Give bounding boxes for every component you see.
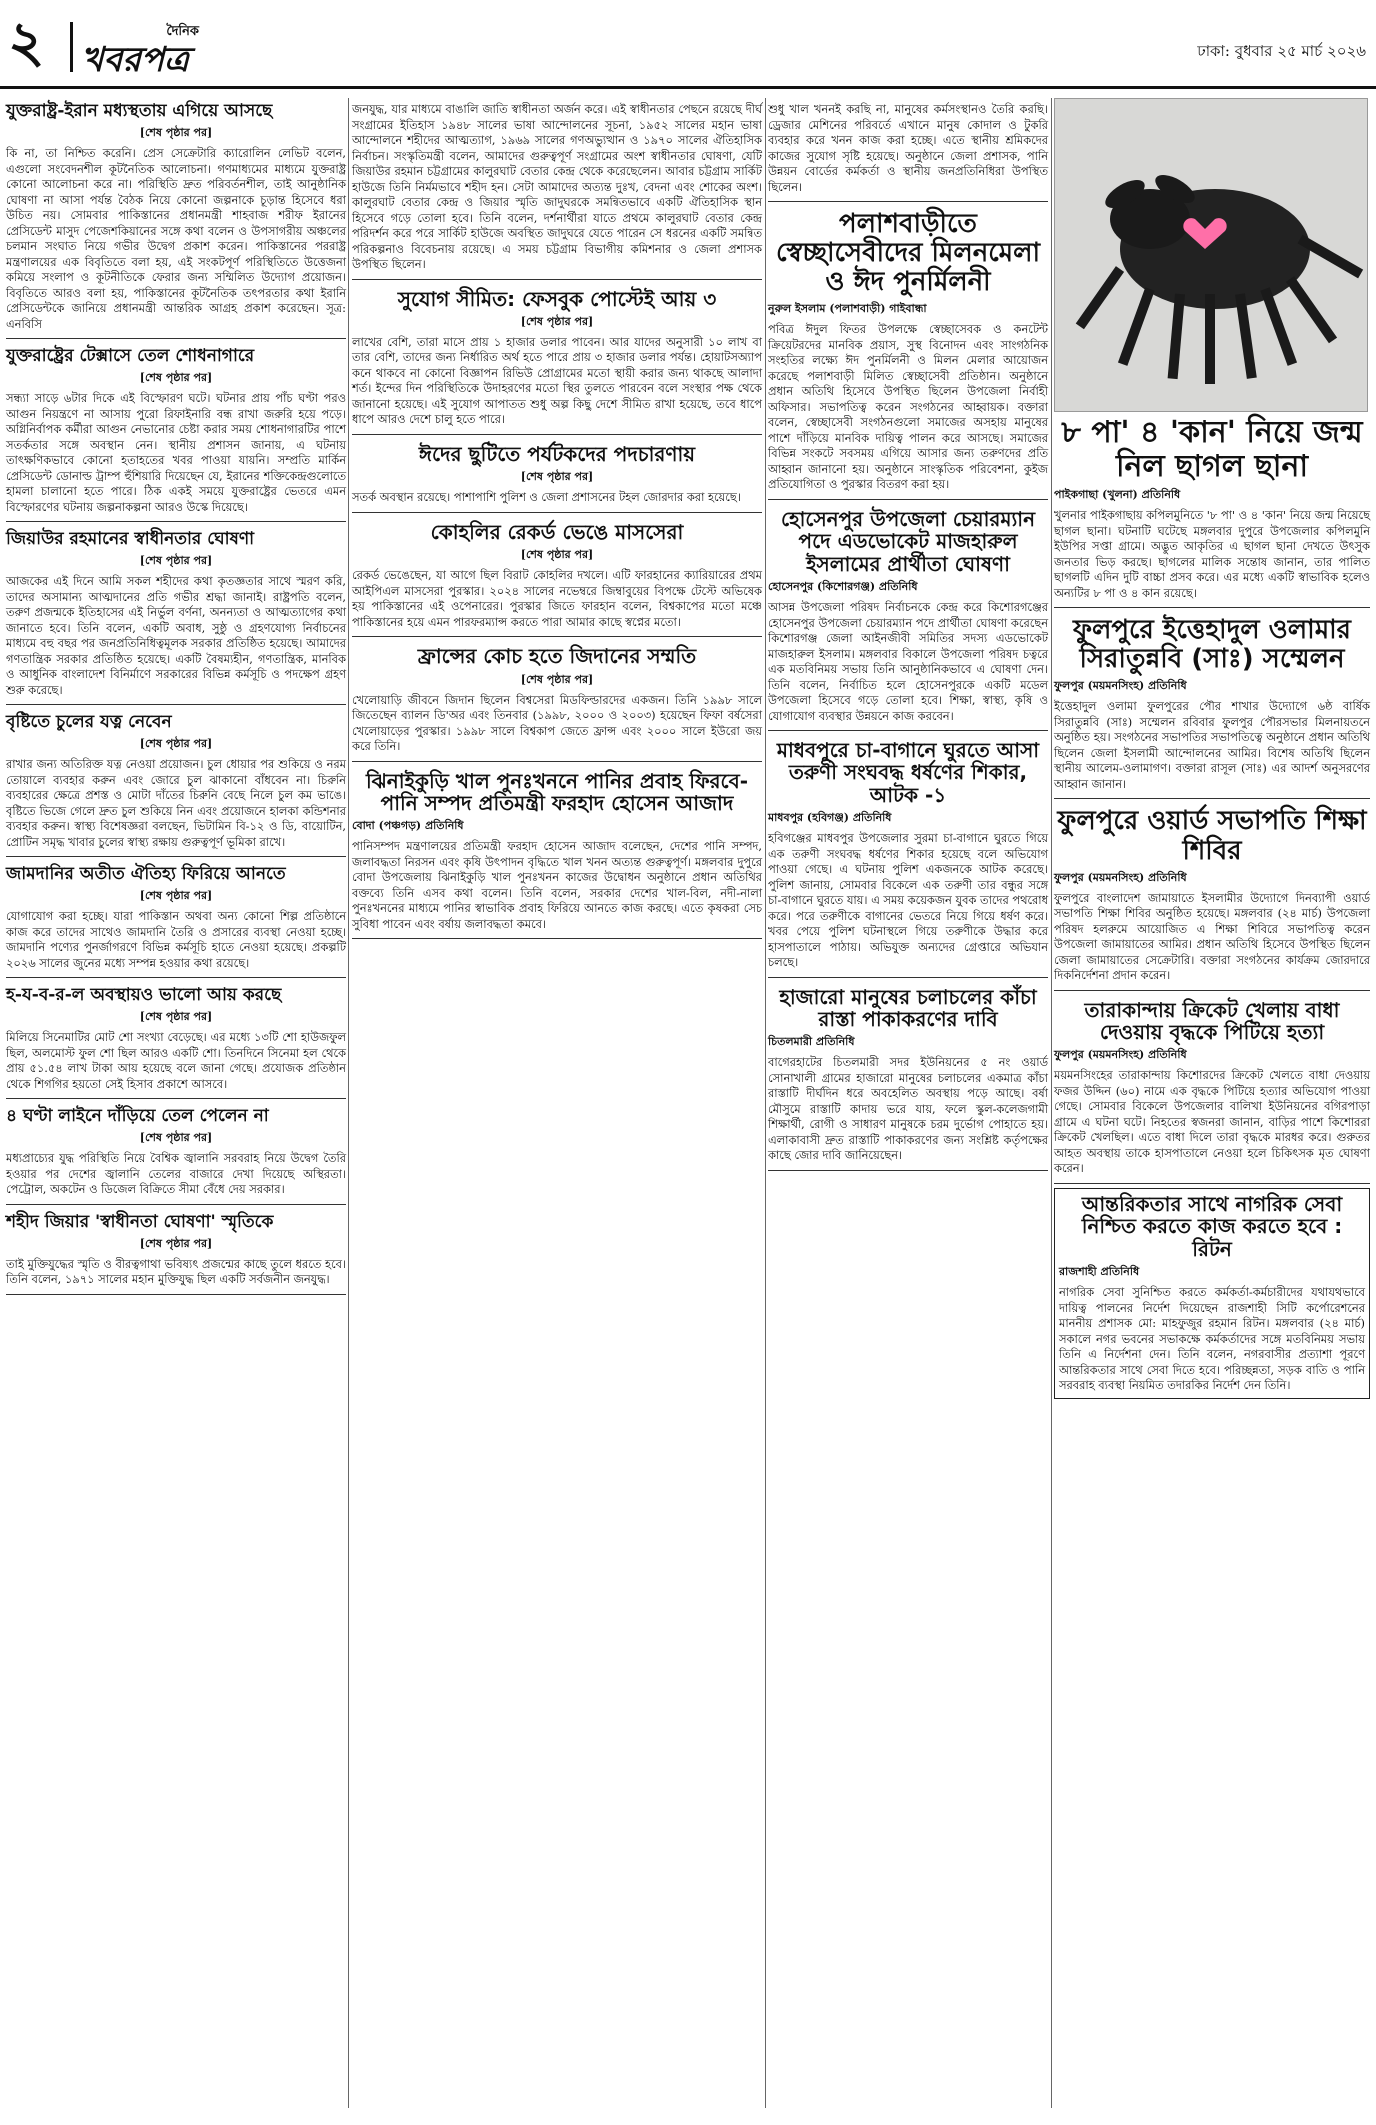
story-headline: ৮ পা' ৪ 'কান' নিয়ে জন্ম নিল ছাগল ছানা <box>1061 415 1363 484</box>
story-body: ইত্তেহাদুল ওলামা ফুলপুরের পৌর শাখার উদ্যোগে ৬ষ্ঠ বার্ষিক সিরাতুন্নবি (সাঃ) সম্মেলন রবিবার ফুলপুর পৌরসভার মিলনায়তনে অনুষ্ঠিত হয়। সংগঠনের সভাপতির সভাপতিত্বে অনুষ্ঠানে প্রধান অতিথি ছিলেন জেলা ইসলামী আন্দোলনের আমির। বিশেষ অতিথি ছিলেন স্থানীয় আলেম-ওলামাগণ। বক্তারা রাসূল (সাঃ) এর আদর্শ অনুসরণের আহ্বান জানান। <box>1054 699 1370 791</box>
dateline: ঢাকা: বুধবার ২৫ মার্চ ২০২৬ <box>1197 42 1366 60</box>
story-headline: ফুলপুরে ওয়ার্ড সভাপতি শিক্ষা শিবির <box>1057 806 1367 866</box>
goat-kid-illustration <box>1055 99 1367 411</box>
news-story-continued <box>768 98 1048 202</box>
news-story <box>768 735 1048 978</box>
story-byline: ফুলপুর (ময়মনসিংহ) প্রতিনিধি <box>1054 1048 1187 1062</box>
story-headline: তারাকান্দায় ক্রিকেট খেলায় বাধা দেওয়ায় বৃদ্ধকে পিটিয়ে হত্যা <box>1084 997 1340 1045</box>
story-headline: আন্তরিকতার সাথে নাগরিক সেবা নিশ্চিত করতে কাজ করতে হবে : রিটন <box>1081 1191 1343 1261</box>
story-body: লাখের বেশি, তারা মাসে প্রায় ১ হাজার ডলার পাবেন। আর যাদের অনুসারী ১০ লাখ বা তার বেশি, তাদের জন্য নির্ধারিত অর্থ হতে পারে প্রায় ৩ হাজার ডলার পর্যন্ত। হোয়াটসঅ্যাপ কনে থাকবে না কোনো বিজ্ঞাপন রিভিউ প্রোগ্রামের মতো স্থায়ী করার জন্য থাকছে আলাদা শর্ত। ইন্দের দিন পরিস্থিতিকে উদাহরণের মতো স্থির তুলতে পারবেন বলে সংস্থার পক্ষ থেকে জানানো হয়েছে। এই সুযোগ আপাতত শুধু অল্প কিছু দেশে সীমিত রাখা হয়েছে, তবে ধাপে ধাপে আরও দেশে চালু হতে পারে। <box>352 334 762 427</box>
story-headline: যুক্তরাষ্ট্র-ইরান মধ্যস্থতায় এগিয়ে আসছে <box>6 101 273 121</box>
news-story <box>6 1103 346 1205</box>
story-headline: ঈদের ছুটিতে পর্যটকদের পদচারণায় <box>418 441 696 466</box>
story-headline: হাজারো মানুষের চলাচলের কাঁচা রাস্তা পাকাকরণের দাবি <box>779 984 1037 1032</box>
news-story <box>6 861 346 978</box>
continued-marker: [শেষ পৃষ্ঠার পর] <box>139 126 213 140</box>
logo-main-text: খবরপত্র <box>81 40 190 80</box>
story-body: খেলোয়াড়ি জীবনে জিদান ছিলেন বিশ্বসেরা মিডফিল্ডারদের একজন। তিনি ১৯৯৮ সালে জিতেছেন ব্যালন ডি'অর এবং তিনবার (১৯৯৮, ২০০০ ও ২০০৩) হয়েছেন ফিফা বর্ষসেরা খেলোয়াড়ের পুরস্কার। ১৯৯৮ সালে বিশ্বকাপ জেতে ফ্রান্স এবং ২০০০ সালে ইউরো জয় করে তিনি। <box>352 692 762 754</box>
column-divider <box>1051 98 1052 2108</box>
story-headline: সুযোগ সীমিত: ফেসবুক পোস্টেই আয় ৩ <box>397 286 717 311</box>
story-body: সতর্ক অবস্থান রয়েছে। পাশাপাশি পুলিশ ও জেলা প্রশাসনের টহল জোরদার করা হয়েছে। <box>352 490 741 505</box>
column-divider <box>348 98 349 2108</box>
newspaper-logo <box>70 22 199 80</box>
news-story <box>352 641 762 761</box>
masthead-rule <box>0 86 1376 89</box>
column-4 <box>1054 98 1370 1403</box>
story-headline: ফুলপুরে ইত্তেহাদুল ওলামার সিরাতুন্নবি (সাঃ) সম্মেলন <box>1072 615 1351 675</box>
story-body: আজকের এই দিনে আমি সকল শহীদের কথা কৃতজ্ঞতার সাথে স্মরণ করি, তাদের অসামান্য আত্মদানের প্রতি গভীর শ্রদ্ধা জানাই। রাষ্ট্রপতি বলেন, তরুণ প্রজন্মকে ইতিহাসের এই নির্ভুল বর্ণনা, অনন্যতা ও আত্মত্যাগের কথা জানাতে হবে। তিনি বলেন, একটি অবাধ, সুষ্ঠু ও গ্রহণযোগ্য নির্বাচনের মাধ্যমে বহু বছর পর জনপ্রতিনিধিত্বমূলক সরকার প্রতিষ্ঠিত হয়েছে। আমাদের গণতান্ত্রিক সরকার প্রতিষ্ঠিত হয়েছে। একটি বৈষম্যহীন, গণতান্ত্রিক, মানবিক ও আধুনিক বাংলাদেশ বিনির্মাণে সরকারের বিভিন্ন কর্মসূচি ও পদক্ষেপ গ্রহণ শুরু করেছে। <box>6 574 346 697</box>
story-headline: মাধবপুরে চা-বাগানে ঘুরতে আসা তরুণী সংঘবদ্ধ ধর্ষণের শিকার, আটক -১ <box>776 738 1040 807</box>
story-headline: শহীদ জিয়ার 'স্বাধীনতা ঘোষণা' স্মৃতিকে <box>6 1211 274 1232</box>
news-story <box>352 439 762 513</box>
story-body: পবিত্র ঈদুল ফিতর উপলক্ষে স্বেচ্ছাসেবক ও কনটেন্ট ক্রিয়েটরদের মানবিক প্রয়াস, সুস্থ বিনোদন এবং সাংগঠনিক সংহতির লক্ষ্যে ঈদ পুনর্মিলনী ও মিলন মেলার আয়োজন করেছে পলাশবাড়ী মিলিত স্বেচ্ছাসেবী প্রতিষ্ঠান। অনুষ্ঠানে প্রধান অতিথি হিসেবে উপস্থিত ছিলেন উপজেলা নির্বাহী অফিসার। সভাপতিত্ব করেন সংগঠনের আহ্বায়ক। বক্তারা বলেন, স্বেচ্ছাসেবী সংগঠনগুলো সমাজের অসহায় মানুষের পাশে দাঁড়িয়ে মানবিক দায়িত্ব পালন করে আসছে। সমাজের বিভিন্ন সংকটে সবসময় এগিয়ে আসার জন্য তরুণদের প্রতি আহ্বান জানানো হয়। অনুষ্ঠানে সাংস্কৃতিক পরিবেশনা, কুইজ প্রতিযোগিতা ও পুরস্কার বিতরণ করা হয়। <box>768 322 1048 492</box>
story-headline: যুক্তরাষ্ট্রের টেক্সাসে তেল শোধনাগারে <box>6 346 255 367</box>
continued-marker: [শেষ পৃষ্ঠার পর] <box>139 889 213 903</box>
continued-marker: [শেষ পৃষ্ঠার পর] <box>520 314 594 328</box>
news-story <box>768 982 1048 1171</box>
news-story <box>352 766 762 940</box>
continued-marker: [শেষ পৃষ্ঠার পর] <box>139 1131 213 1145</box>
continued-marker: [শেষ পৃষ্ঠার পর] <box>139 554 213 568</box>
page-number: ২ <box>8 9 45 75</box>
story-body: রাখার জন্য অতিরিক্ত যত্ন নেওয়া প্রয়োজন। চুল ধোয়ার পর শুকিয়ে ও নরম তোয়ালে ব্যবহার করুন এবং জোরে চুল ঝাকানো বাঁধবেন না। চিরুনি ব্যবহারের ক্ষেত্রে প্রশস্ত ও মোটা দাঁতের চিরুনি বেছে নিলে চুল কম ভাঙে। বৃষ্টিতে ভিজে গেলে দ্রুত চুল শুকিয়ে নিন এবং প্রয়োজনে হালকা কন্ডিশনার ব্যবহার করুন। স্বাস্থ্য বিশেষজ্ঞরা বলছেন, ভিটামিন বি-১২ ও ডি, বায়োটিন, প্রোটিন সমৃদ্ধ খাবার চুলের স্বাস্থ্য রক্ষায় গুরুত্বপূর্ণ ভূমিকা রাখে। <box>6 757 346 849</box>
logo-small-text: দৈনিক <box>166 24 199 39</box>
continued-marker: [শেষ পৃষ্ঠার পর] <box>520 548 594 562</box>
story-byline: হোসেনপুর (কিশোরগঞ্জ) প্রতিনিধি <box>768 580 918 593</box>
news-story <box>6 98 346 339</box>
news-story <box>352 284 762 435</box>
story-byline: বোদা (পঞ্চগড়) প্রতিনিধি <box>352 819 464 833</box>
continued-marker: [শেষ পৃষ্ঠার পর] <box>520 470 594 484</box>
story-headline: হ-য-ব-র-ল অবস্থায়ও ভালো আয় করছে <box>6 985 282 1006</box>
story-body: খুলনার পাইকগাছায় কপিলমুনিতে '৮ পা' ও ৪ 'কান' নিয়ে জন্ম নিয়েছে ছাগল ছানা। ঘটনাটি ঘটেছে মঙ্গলবার দুপুরে উপজেলার কপিলমুনি ইউপির সপ্তা গ্রামে। অদ্ভুত আকৃতির এ ছাগল ছানা দেখতে উৎসুক জনতার ভিড় করছে। ছাগলের মালিক সন্তোষ জানান, তার পালিত ছাগলটি এদিন দুটি বাচ্চা প্রসব করে। এর মধ্যে একটি স্বাভাবিক হলেও অন্যটির ৮ পা ও ৪ কান রয়েছে। <box>1054 508 1370 600</box>
news-story <box>1054 803 1370 990</box>
continued-marker: [শেষ পৃষ্ঠার পর] <box>139 1010 213 1024</box>
news-story <box>1054 1188 1370 1399</box>
goat-kid-photo <box>1054 98 1368 412</box>
news-story <box>768 504 1048 731</box>
news-story <box>352 517 762 637</box>
story-body: তাই মুক্তিযুদ্ধের স্মৃতি ও বীরত্বগাথা ভবিষ্যৎ প্রজন্মের কাছে তুলে ধরতে হবে। তিনি বলেন, ১৯৭১ সালের মহান মুক্তিযুদ্ধ ছিল একটি সর্বজনীন জনযুদ্ধ। <box>6 1256 346 1287</box>
column-3 <box>768 98 1048 1175</box>
continued-marker: [শেষ পৃষ্ঠার পর] <box>139 371 213 385</box>
story-body: বাগেরহাটের চিতলমারী সদর ইউনিয়নের ৫ নং ওয়ার্ড সোনাখালী গ্রামের হাজারো মানুষের চলাচলের একমাত্র কাঁচা রাস্তাটি দীর্ঘদিন ধরে অবহেলিত অবস্থায় পড়ে আছে। বর্ষা মৌসুমে রাস্তাটি কাদায় ভরে যায়, ফলে স্কুল-কলেজগামী শিক্ষার্থী, রোগী ও সাধারণ মানুষকে চরম দুর্ভোগ পোহাতে হয়। এলাকাবাসী দ্রুত রাস্তাটি পাকাকরণের জন্য সংশ্লিষ্ট কর্তৃপক্ষের কাছে জোর দাবি জানিয়েছেন। <box>768 1055 1048 1163</box>
news-story <box>1054 995 1370 1184</box>
story-byline: চিতলমারী প্রতিনিধি <box>768 1035 855 1049</box>
story-body: আসন্ন উপজেলা পরিষদ নির্বাচনকে কেন্দ্র করে কিশোরগঞ্জের হোসেনপুর উপজেলা চেয়ারম্যান পদে প্রার্থীতা ঘোষণা করেছেন কিশোরগঞ্জ জেলা আইনজীবী সমিতির সদস্য এডভোকেট মাজহারুল ইসলাম। মঙ্গলবার বিকালে উপজেলা পরিষদ চত্বরে এক মতবিনিময় সভায় তিনি আনুষ্ঠানিকভাবে এ ঘোষণা দেন। তিনি বলেন, নির্বাচিত হলে হোসেনপুরকে একটি মডেল উপজেলা হিসেবে গড়ে তোলা হবে। শিক্ষা, স্বাস্থ্য, কৃষি ও যোগাযোগ ব্যবস্থার উন্নয়নে কাজ করবেন। <box>768 600 1048 723</box>
continued-marker: [শেষ পৃষ্ঠার পর] <box>139 1236 213 1250</box>
story-headline: হোসেনপুর উপজেলা চেয়ারম্যান পদে এডভোকেট মাজহারুল ইসলামের প্রার্থীতা ঘোষণা <box>780 506 1036 576</box>
story-body: মিলিয়ে সিনেমাটির মোট শো সংখ্যা বেড়েছে। এর মধ্যে ১৩টি শো হাউজফুল ছিল, অলমোস্ট ফুল শো ছিল আরও একটি শো। তিনদিনে সিনেমা হল থেকে প্রায় ৫১.৫৪ লাখ টাকা আয় হয়েছে বলে জানা গেছে। প্রযোজক প্রতিষ্ঠান থেকে শিগগির হয়তো সেই হিসাব প্রকাশে আসবে। <box>6 1030 346 1091</box>
story-body: কি না, তা নিশ্চিত করেনি। প্রেস সেক্রেটারি ক্যারোলিন লেভিট বলেন, এগুলো সংবেদনশীল কূটনৈতিক আলোচনা। গণমাধ্যমের মাধ্যমে যুক্তরাষ্ট্র কোনো আলোচনা করে না। পরিস্থিতি দ্রুত পরিবর্তনশীল, তাই আনুষ্ঠানিক ঘোষণা না আসা পর্যন্ত বৈঠক নিয়ে কোনো জল্পনাকে চূড়ান্ত হিসেবে ধরা উচিত নয়। সোমবার পাকিস্তানের প্রধানমন্ত্রী শাহবাজ শরীফ ইরানের প্রেসিডেন্ট মাসুদ পেজেশকিয়ানের সঙ্গে কথা বলেন ও উপসাগরীয় অঞ্চলের চলমান সংঘাত নিয়ে গভীর উদ্বেগ প্রকাশ করেন। পাকিস্তানের পররাষ্ট্র মন্ত্রণালয়ের এক বিবৃতিতে বলা হয়, এই সংকটপূর্ণ পরিস্থিতিতে উত্তেজনা কমিয়ে সংলাপ ও কূটনীতিকে ফেরার জন্য সম্মিলিত উদ্যোগ প্রয়োজন। বিবৃতিতে আরও বলা হয়, পাকিস্তানের কূটনৈতিক তৎপরতার কথা ইরানি প্রেসিডেন্টকে জানিয়ে প্রধানমন্ত্রী আন্তরিক আগ্রহ প্রকাশ করেছেন। সূত্র: এনবিসি <box>6 146 346 331</box>
news-story <box>768 206 1048 500</box>
story-headline: জিয়াউর রহমানের স্বাধীনতার ঘোষণা <box>6 529 255 550</box>
news-story <box>6 526 346 705</box>
story-headline: কোহলির রেকর্ড ভেঙে মাসসেরা <box>430 519 684 544</box>
news-story <box>1054 412 1370 608</box>
story-byline: পাইকগাছা (খুলনা) প্রতিনিধি <box>1054 488 1181 502</box>
continued-marker: [শেষ পৃষ্ঠার পর] <box>520 672 594 686</box>
story-body: পানিসম্পদ মন্ত্রণালয়ের প্রতিমন্ত্রী ফরহাদ হোসেন আজাদ বলেছেন, দেশের পানি সম্পদ, জলাবদ্ধতা নিরসন এবং কৃষি উৎপাদন বৃদ্ধিতে খাল খনন অত্যন্ত গুরুত্বপূর্ণ। মঙ্গলবার দুপুরে বোদা উপজেলায় ঝিনাইকুড়ি খাল পুনঃখনন কাজের উদ্বোধন অনুষ্ঠানে প্রধান অতিথির বক্তব্যে তিনি এসব কথা বলেন। তিনি বলেন, সরকার দেশের খাল-বিল, নদী-নালা পুনঃখননের মাধ্যমে পানির স্বাভাবিক প্রবাহ ফিরিয়ে আনতে কাজ করছে। এতে কৃষকরা সেচ সুবিধা পাবেন এবং বর্ষায় জলাবদ্ধতা কমবে। <box>352 839 762 931</box>
story-headline: ৪ ঘণ্টা লাইনে দাঁড়িয়ে তেল পেলেন না <box>6 1106 269 1127</box>
news-story <box>1054 612 1370 799</box>
story-byline: ফুলপুর (ময়মনসিংহ) প্রতিনিধি <box>1054 870 1187 884</box>
news-story <box>6 982 346 1099</box>
story-headline: বৃষ্টিতে চুলের যত্ন নেবেন <box>6 712 172 733</box>
story-headline: ঝিনাইকুড়ি খাল পুনঃখননে পানির প্রবাহ ফিরবে-পানি সম্পদ প্রতিমন্ত্রী ফরহাদ হোসেন আজাদ <box>365 768 749 815</box>
story-body: ফুলপুরে বাংলাদেশ জামায়াতে ইসলামীর উদ্যোগে দিনব্যাপী ওয়ার্ড সভাপতি শিক্ষা শিবির অনুষ্ঠিত হয়েছে। মঙ্গলবার (২৪ মার্চ) উপজেলা পরিষদ হলরুমে আয়োজিত এ শিক্ষা শিবিরে সভাপতিত্ব করেন উপজেলা জামায়াতের আমির। প্রধান অতিথি হিসেবে উপস্থিত ছিলেন জেলা জামায়াতের সেক্রেটারি। বক্তারা সংগঠনের কার্যক্রম জোরদারে দিকনির্দেশনা প্রদান করেন। <box>1054 890 1370 983</box>
story-headline: জামদানির অতীত ঐতিহ্য ফিরিয়ে আনতে <box>6 864 286 885</box>
news-story <box>6 343 346 522</box>
story-body: রেকর্ড ভেঙেছেন, যা আগে ছিল বিরাট কোহলির দখলে। এটি ফারহানের ক্যারিয়ারের প্রথম আইপিএল মাসসেরা পুরস্কার। ২০২৪ সালের নভেম্বরে জিম্বাবুয়ের বিপক্ষে টেস্টে অভিষেক হয় পাকিস্তানের এই ওপেনারের। পুরস্কার জিতে ফারহান বলেন, বিশ্বকাপের মতো মঞ্চে পাকিস্তানের হয়ে এমন পারফরম্যান্স করতে পারা আমার কাছে স্বপ্নের মতো। <box>352 568 762 629</box>
story-body: জনযুদ্ধ, যার মাধ্যমে বাঙালি জাতি স্বাধীনতা অর্জন করে। এই স্বাধীনতার পেছনে রয়েছে দীর্ঘ সংগ্রামের ইতিহাস ১৯৪৮ সালের ভাষা আন্দোলনের সূচনা, ১৯৫২ সালের মহান ভাষা আন্দোলনে শহীদের আত্মত্যাগ, ১৯৬৯ সালের গণঅভ্যুত্থান ও ১৯৭০ সালের ঐতিহাসিক নির্বাচন। সংস্কৃতিমন্ত্রী বলেন, আমাদের গুরুত্বপূর্ণ সংগ্রামের অংশ স্বাধীনতার ঘোষণা, যেটি জিয়াউর রহমান চট্টগ্রামের কালুরঘাট বেতার কেন্দ্র থেকে করেছেলেন। আবার চট্টগ্রাম সার্কিট হাউজে তিনি নির্মমভাবে শহীদ হন। সেটা আমাদের অত্যন্ত দুঃখ, বেদনা এবং শোকের অংশ। কালুরঘাট বেতার কেন্দ্র ও জিয়ার স্মৃতি জাদুঘরকে সমন্বিতভাবে একটি ঐতিহাসিক স্থান হিসেবে গড়ে তোলা হবে। তিনি বলেন, দর্শনার্থীরা যাতে প্রথমে কালুরঘাট বেতার কেন্দ্র পরিদর্শন করে পরে সার্কিট হাউজে অবস্থিত জাদুঘরে যেতে পারেন সে ধরনের একটি সমন্বিত পরিকল্পনাও বিবেচনায় রয়েছে। এ সময় চট্টগ্রাম বিভাগীয় কমিশনার ও জেলা প্রশাসক উপস্থিত ছিলেন। <box>352 102 762 271</box>
story-body: হবিগঞ্জের মাধবপুর উপজেলার সুরমা চা-বাগানে ঘুরতে গিয়ে এক তরুণী সংঘবদ্ধ ধর্ষণের শিকার হয়েছে বলে অভিযোগ পাওয়া গেছে। এ ঘটনায় পুলিশ একজনকে আটক করেছে। পুলিশ জানায়, সোমবার বিকেলে এক তরুণী তার বন্ধুর সঙ্গে চা-বাগানে ঘুরতে যায়। এ সময় কয়েকজন যুবক তাদের পথরোধ করে। পরে তরুণীকে বাগানের ভেতরে নিয়ে গিয়ে ধর্ষণ করে। খবর পেয়ে পুলিশ ঘটনাস্থলে গিয়ে তরুণীকে উদ্ধার করে হাসপাতালে পাঠায়। অভিযুক্ত অন্যদের গ্রেপ্তারে অভিযান চলছে। <box>768 831 1048 970</box>
column-divider <box>765 98 766 2108</box>
story-body: ময়মনসিংহের তারাকান্দায় কিশোরদের ক্রিকেট খেলতে বাধা দেওয়ায় ফজর উদ্দিন (৬০) নামে এক বৃদ্ধকে পিটিয়ে হত্যার অভিযোগ পাওয়া গেছে। সোমবার বিকেলে উপজেলার বালিখা ইউনিয়নের বগিরপাড়া গ্রামে এ ঘটনা ঘটে। নিহতের স্বজনরা জানান, বাড়ির পাশে কিশোররা ক্রিকেট খেলছিল। এতে বাধা দিলে তারা বৃদ্ধকে মারধর করে। গুরুতর আহত অবস্থায় তাকে হাসপাতালে নেওয়া হলে চিকিৎসক মৃত ঘোষণা করেন। <box>1054 1068 1370 1176</box>
story-body: সন্ধ্যা সাড়ে ৬টার দিকে এই বিস্ফোরণ ঘটে। ঘটনার প্রায় পাঁচ ঘণ্টা পরও আগুন নিয়ন্ত্রণে না আসায় পুরো রিফাইনারি বন্ধ রাখা জরুরি হয়ে পড়ে। অগ্নিনির্বাপক কর্মীরা আগুন নেভানোর চেষ্টা করার সময় শোধনাগারটির পাশে সতর্কতার সঙ্গে অবস্থান নেন। স্থানীয় প্রশাসন জানায়, এ ঘটনায় তাৎক্ষণিকভাবে কোনো হতাহতের খবর পাওয়া যায়নি। সম্প্রতি মার্কিন প্রেসিডেন্ট ডোনাল্ড ট্রাম্প হুঁশিয়ারি দিয়েছেন যে, ইরানের শক্তিকেন্দ্রগুলোতে হামলা চালানো হতে পারে। ঠিক একই সময়ে যুক্তরাষ্ট্রের ভেতরে এমন বিস্ফোরণের ঘটনায় জল্পনাকল্পনা আরও উস্কে দিয়েছে। <box>6 391 346 514</box>
column-1 <box>6 98 346 1299</box>
continued-marker: [শেষ পৃষ্ঠার পর] <box>139 737 213 751</box>
news-story-continued <box>352 98 762 280</box>
story-body: মধ্যপ্রাচ্যের যুদ্ধ পরিস্থিতি নিয়ে বৈশ্বিক জ্বালানি সরবরাহ নিয়ে উদ্বেগ তৈরি হওয়ার পর দেশের জ্বালানি তেলের বাজারে দেখা দিয়েছে অস্থিরতা। পেট্রোল, অকটেন ও ডিজেল বিক্রিতে সীমা বেঁধে দেয় সরকার। <box>6 1151 346 1197</box>
story-body: নাগরিক সেবা সুনিশ্চিত করতে কর্মকর্তা-কর্মচারীদের যথাযথভাবে দায়িত্ব পালনের নির্দেশ দিয়েছেন রাজশাহী সিটি কর্পোরেশনের মাননীয় প্রশাসক মো: মাহফুজুর রহমান রিটন। মঙ্গলবার (২৪ মার্চ) সকালে নগর ভবনের সভাকক্ষে কর্মকর্তাদের সঙ্গে মতবিনিময় সভায় তিনি এ নির্দেশনা দেন। তিনি বলেন, নগরবাসীর প্রত্যাশা পূরণে আন্তরিকতার সাথে সেবা দিতে হবে। পরিচ্ছন্নতা, সড়ক বাতি ও পানি সরবরাহ ব্যবস্থা নিয়মিত তদারকির নির্দেশ দেন তিনি। <box>1059 1285 1365 1393</box>
story-byline: মাধবপুর (হবিগঞ্জ) প্রতিনিধি <box>768 811 892 825</box>
story-headline: পলাশবাড়ীতে স্বেচ্ছাসেবীদের মিলনমেলা ও ঈদ পুনর্মিলনী <box>775 209 1041 298</box>
story-byline: ফুলপুর (ময়মনসিংহ) প্রতিনিধি <box>1054 679 1187 693</box>
story-body: শুধু খাল খননই করছি না, মানুষের কর্মসংস্থানও তৈরি করছি। ড্রেজার মেশিনের পরিবর্তে এখানে মানুষ কোদাল ও টুকরি ব্যবহার করে খনন কাজ করা হচ্ছে। এতে স্থানীয় শ্রমিকদের কাজের সুযোগ সৃষ্টি হয়েছে। অনুষ্ঠানে জেলা প্রশাসক, পানি উন্নয়ন বোর্ডের কর্মকর্তা ও স্থানীয় জনপ্রতিনিধিরা উপস্থিত ছিলেন। <box>768 102 1048 194</box>
story-headline: ফ্রান্সের কোচ হতে জিদানের সম্মতি <box>417 644 697 669</box>
news-story <box>6 1209 346 1295</box>
column-2 <box>352 98 762 943</box>
story-byline: রাজশাহী প্রতিনিধি <box>1059 1265 1140 1279</box>
story-body: যোগাযোগ করা হচ্ছে। যারা পাকিস্তান অথবা অন্য কোনো শিল্প প্রতিষ্ঠানে কাজ করে তাদের সাথেও জামদানি তৈরি ও প্রসারের ব্যবস্থা নেওয়া হচ্ছে। জামদানি পণ্যের পুনর্জাগরণে বিভিন্ন কর্মসূচি হাতে নেওয়া হয়েছে। প্রকল্পটি ২০২৬ সালের জুনের মধ্যে সম্পন্ন হওয়ার কথা রয়েছে। <box>6 909 346 970</box>
masthead <box>0 0 1376 90</box>
story-byline: নুরুল ইসলাম (পলাশবাড়ী) গাইবান্ধা <box>768 302 927 316</box>
news-story <box>6 709 346 857</box>
